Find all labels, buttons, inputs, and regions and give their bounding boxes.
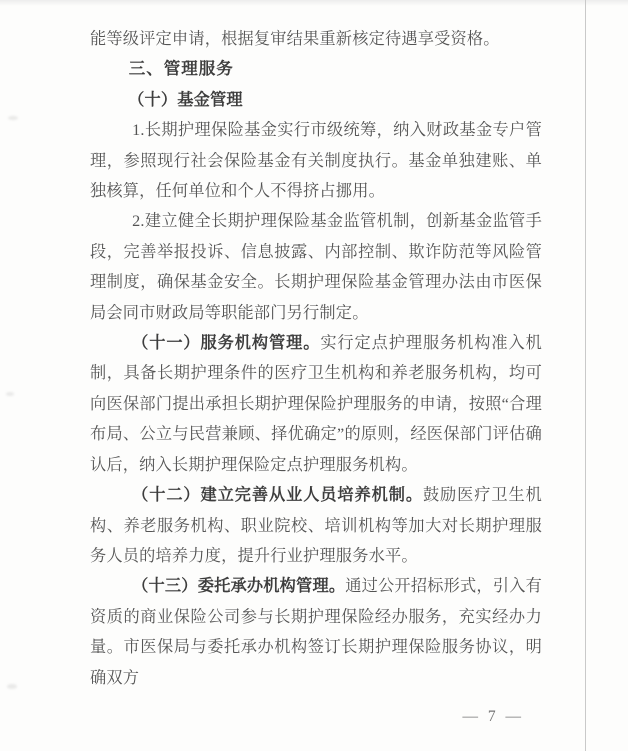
paragraph-continuation: 能等级评定申请，根据复审结果重新核定待遇享受资格。: [90, 30, 500, 48]
document-content: [90, 24, 542, 693]
subsection-heading: （十）基金管理: [128, 90, 243, 109]
paragraph: [90, 328, 542, 480]
paragraph-text: 鼓励医疗卫生机构、养老服务机构、职业院校、培训机构等加大对长期护理服务人员的培养力度，提升行业护理服务水平。: [90, 486, 542, 565]
paragraph: 1.长期护理保险基金实行市级统筹，纳入财政基金专户管理，参照现行社会保险基金有关制度执行。基金单独建账、单独核算，任何单位和个人不得挤占挪用。: [90, 121, 542, 201]
paragraph-text: 通过公开招标形式，引入有资质的商业保险公司参与长期护理保险经办服务，充实经办力量。市医保局与委托承办机构签订长期护理保险服务协议，明确双方: [90, 577, 542, 687]
paragraph: [90, 571, 542, 693]
paragraph-lead: （十一）服务机构管理。: [132, 334, 321, 353]
paragraph-text: 实行定点护理服务机构准入机制，具备长期护理条件的医疗卫生机构和养老服务机构，均可向医保部门提出承担长期护理保险护理服务的申请，按照“合理布局、公立与民营兼顾、择优确定”的原则，经医保部门评估确认后，纳入长期护理保险定点护理服务机构。: [90, 334, 542, 474]
paragraph-lead: （十二）建立完善从业人员培养机制。: [132, 486, 423, 505]
section-heading: 三、管理服务: [128, 60, 234, 79]
paragraph: 2.建立健全长期护理保险基金监管机制，创新基金监管手段，完善举报投诉、信息披露、内部控制、欺诈防范等风险管理制度，确保基金安全。长期护理保险基金管理办法由市医保局会同市财政局等职能部门另行制定。: [90, 212, 542, 322]
paragraph-lead: （十三）委托承办机构管理。: [132, 577, 346, 596]
scan-smudge: [6, 392, 14, 396]
scan-edge-line: [585, 0, 586, 751]
paragraph: [90, 480, 542, 571]
page-number: — 7 —: [462, 708, 524, 725]
scan-smudge: [7, 684, 17, 689]
scan-smudge: [8, 116, 18, 120]
